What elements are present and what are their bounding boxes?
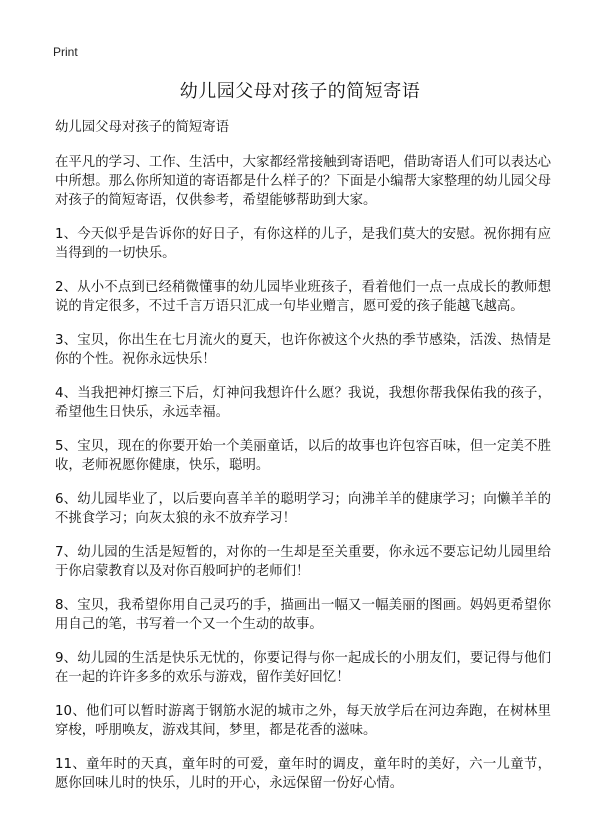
- list-item: 9、幼儿园的生活是快乐无忧的，你要记得与你一起成长的小朋友们，要记得与他们在一起的许许多多的欢乐与游戏，留作美好回忆！: [55, 651, 551, 685]
- document-subtitle: 幼儿园父母对孩子的简短寄语: [55, 120, 230, 135]
- print-link[interactable]: Print: [53, 45, 78, 59]
- document-body: [55, 118, 551, 808]
- list-item: 1、今天似乎是告诉你的好日子，有你这样的儿子，是我们莫大的安慰。祝你拥有应当得到的一切快乐。: [55, 227, 551, 261]
- list-item: 2、从小不点到已经稍微懂事的幼儿园毕业班孩子，看着他们一点一点成长的教师想说的肯定很多，不过千言万语只汇成一句毕业赠言，愿可爱的孩子能越飞越高。: [55, 280, 551, 314]
- list-item: 11、童年时的天真，童年时的可爱，童年时的调皮，童年时的美好，六一儿童节，愿你回味儿时的快乐，儿时的开心，永远保留一份好心情。: [55, 757, 551, 791]
- list-item: 7、幼儿园的生活是短暂的，对你的一生却是至关重要，你永远不要忘记幼儿园里给于你启蒙教育以及对你百般呵护的老师们！: [55, 545, 551, 579]
- list-item: 5、宝贝，现在的你要开始一个美丽童话，以后的故事也许包容百味，但一定美不胜收，老师祝愿你健康，快乐，聪明。: [55, 439, 551, 473]
- intro-paragraph: 在平凡的学习、工作、生活中，大家都经常接触到寄语吧，借助寄语人们可以表达心中所想。那么你所知道的寄语都是什么样子的？下面是小编帮大家整理的幼儿园父母对孩子的简短寄语，仅供参考，希望能够帮助到大家。: [55, 155, 551, 208]
- page-title: 幼儿园父母对孩子的简短寄语: [179, 81, 421, 102]
- list-item: 8、宝贝，我希望你用自己灵巧的手，描画出一幅又一幅美丽的图画。妈妈更希望你用自己的笔，书写着一个又一个生动的故事。: [55, 598, 551, 632]
- list-item: 10、他们可以暂时游离于钢筋水泥的城市之外，每天放学后在河边奔跑，在树林里穿梭，呼朋唤友，游戏其间，梦里，都是花香的滋味。: [55, 704, 551, 738]
- list-item: 4、当我把神灯擦三下后，灯神问我想许什么愿？我说，我想你帮我保佑我的孩子，希望他生日快乐，永远幸福。: [55, 386, 551, 420]
- list-item: 6、幼儿园毕业了，以后要向喜羊羊的聪明学习；向沸羊羊的健康学习；向懒羊羊的不挑食学习；向灰太狼的永不放弃学习！: [55, 492, 551, 526]
- list-item: 3、宝贝，你出生在七月流火的夏天，也许你被这个火热的季节感染，活泼、热情是你的个性。祝你永远快乐！: [55, 333, 551, 367]
